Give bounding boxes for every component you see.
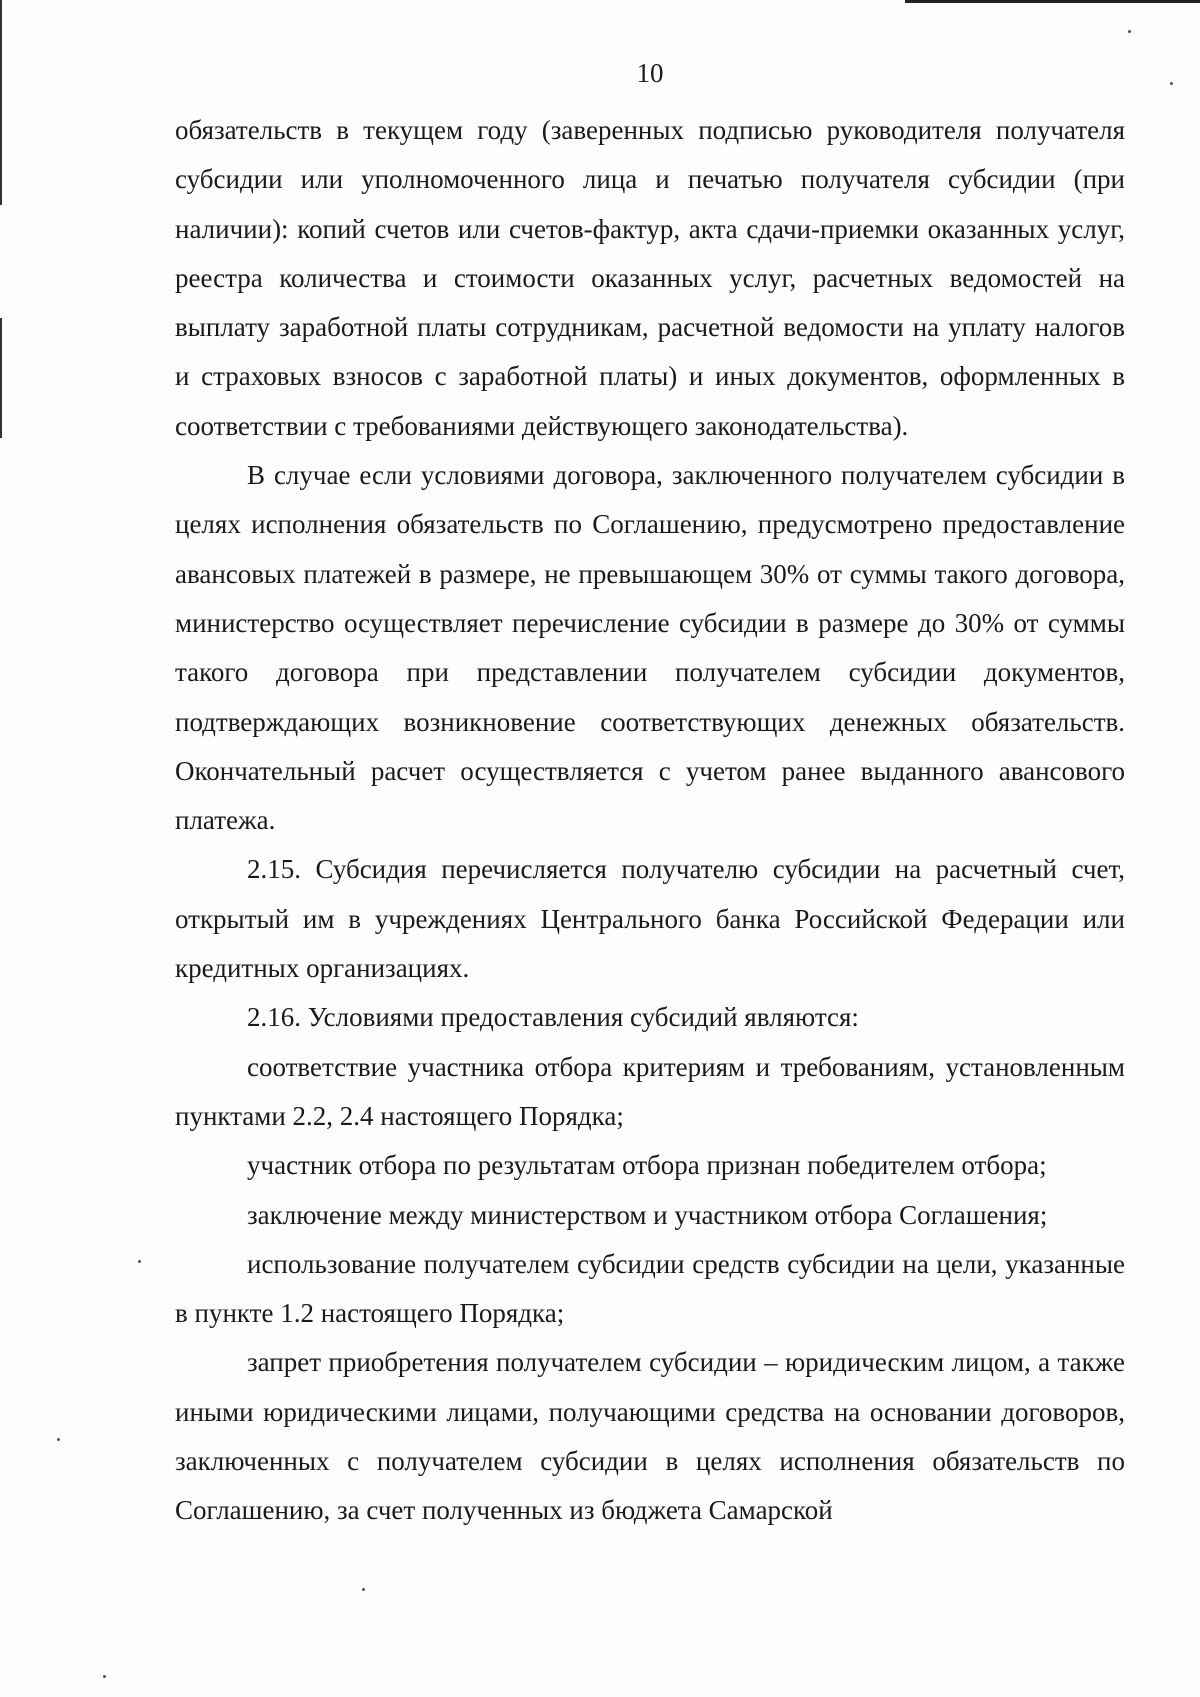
- paragraph-continuation: обязательств в текущем году (заверенных подписью руководителя получателя субсидии или уполномоченного лица и печатью получателя субсидии (при наличии): копий счетов или счетов-фактур, акта сдачи-приемки оказанных услуг, реестра количества и стоимости оказанных услуг, расчетных ведомостей на выплату заработной платы сотрудникам, расчетной ведомости на уплату налогов и страховых взносов с заработной платы) и иных документов, оформленных в соответствии с требованиями действующего законодательства).: [175, 115, 1125, 441]
- scan-top-rule: [905, 0, 1200, 3]
- condition-item: использование получателем субсидии средств субсидии на цели, указанные в пункте 1.2 настоящего Порядка;: [175, 1248, 1125, 1329]
- condition-item: соответствие участника отбора критериям и требованиям, установленным пунктами 2.2, 2.4 настоящего Порядка;: [175, 1051, 1125, 1131]
- paragraph-2-16: 2.16. Условиями предоставления субсидий являются:: [247, 1002, 859, 1033]
- document-body: [175, 106, 1125, 1536]
- scan-speck: [57, 1438, 60, 1441]
- scan-speck: [103, 1675, 106, 1678]
- paragraph-advance-payments: В случае если условиями договора, заключенного получателем субсидии в целях исполнения обязательств по Соглашению, предусмотрено предоставление авансовых платежей в размере, не превышающем 30% от суммы такого договора, министерство осуществляет перечисление субсидии в размере до 30% от суммы такого договора при представлении получателем субсидии документов, подтверждающих возникновение соответствующих денежных обязательств. Окончательный расчет осуществляется с учетом ранее выданного авансового платежа.: [175, 460, 1125, 836]
- scan-left-edge-mark: [0, 318, 2, 438]
- page-number: 10: [636, 58, 664, 88]
- paragraph-2-15: 2.15. Субсидия перечисляется получателю субсидии на расчетный счет, открытый им в учреждениях Центрального банка Российской Федерации или кредитных организациях.: [175, 854, 1125, 984]
- scan-speck: [138, 1260, 141, 1263]
- scan-speck: [1170, 82, 1173, 85]
- scan-speck: [362, 1588, 365, 1591]
- condition-item: заключение между министерством и участником отбора Соглашения;: [247, 1199, 1048, 1230]
- scan-left-edge-mark: [0, 0, 2, 205]
- condition-item: участник отбора по результатам отбора признан победителем отбора;: [247, 1150, 1047, 1181]
- condition-item: запрет приобретения получателем субсидии – юридическим лицом, а также иными юридическими лицами, получающими средства на основании договоров, заключенных с получателем субсидии в целях исполнения обязательств по Соглашению, за счет полученных из бюджета Самарской: [175, 1347, 1125, 1526]
- scan-speck: [1128, 30, 1131, 33]
